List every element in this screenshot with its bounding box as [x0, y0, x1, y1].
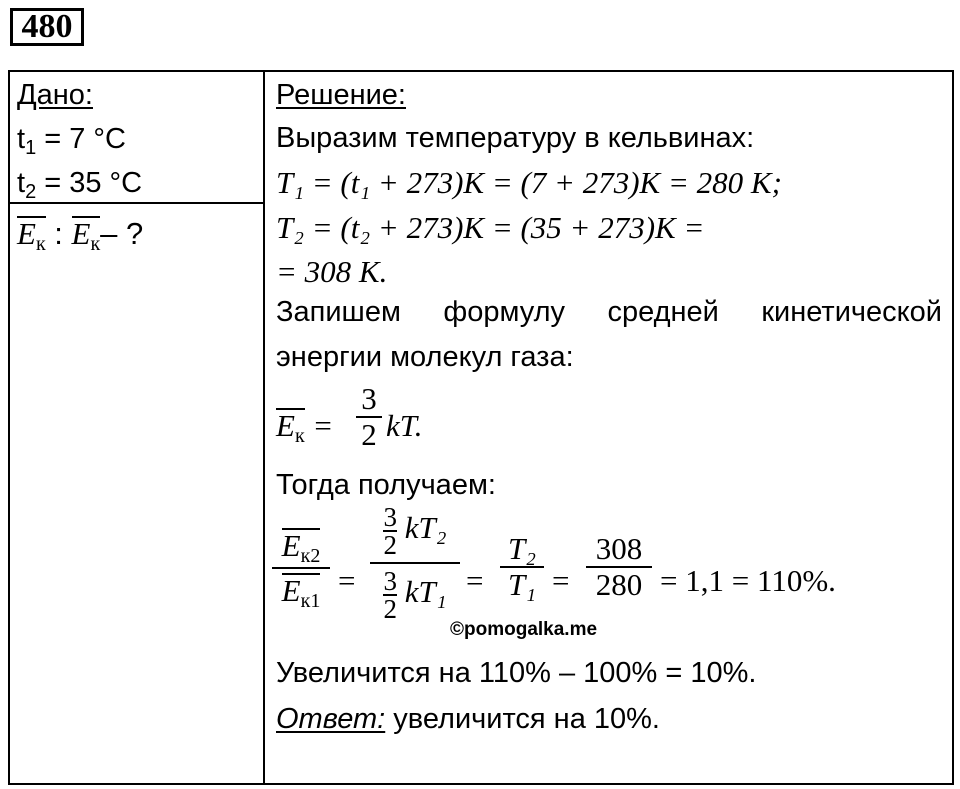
- fraction-kt2-kt1: $\frac{3}{2}$ kT₂ $\frac{3}{2}$ kT₁: [370, 504, 460, 622]
- fraction-308-280: 308 280: [586, 532, 652, 602]
- equation-t1: T₁ = (t₁ + 273)K = (7 + 273)K = 280 K;: [276, 165, 782, 200]
- equals-1: =: [338, 563, 356, 598]
- answer-text: увеличится на 10%.: [385, 703, 660, 735]
- given-t2: $t_2 = 35$ °C: [17, 167, 143, 203]
- solution-line-kelvin: Выразим температуру в кельвинах:: [276, 122, 755, 154]
- formula-ek: $E_к$ =: [276, 408, 334, 447]
- solution-heading: Решение:: [276, 79, 406, 111]
- given-find: $E_к$ : $E_к-$ ?: [17, 216, 144, 255]
- formula-kt: kT.: [386, 408, 423, 443]
- given-t1: $t_1 = 7$ °C: [17, 123, 126, 159]
- solution-line-formula: Запишем формулу средней кинетической: [276, 296, 942, 328]
- given-heading: Дано:: [17, 79, 93, 111]
- equation-t2-result: = 308 K.: [276, 254, 388, 289]
- ratio-ek2-ek1: $E_{к2}$ $E_{к1}$: [272, 528, 330, 608]
- solution-line-then: Тогда получаем:: [276, 469, 496, 501]
- ratio-result: = 1,1 = 110%.: [660, 563, 836, 598]
- equation-t2: T₂ = (t₂ + 273)K = (35 + 273)K =: [276, 210, 705, 245]
- fraction-t2-t1: T₂ T₁: [500, 532, 544, 602]
- fraction-three-halves: 3 2: [356, 382, 382, 452]
- given-divider: [8, 202, 265, 204]
- equals-3: =: [552, 563, 570, 598]
- problem-number: 480: [10, 8, 84, 46]
- answer-line: [276, 702, 660, 736]
- solution-line-increase: Увеличится на 110% – 100% = 10%.: [276, 657, 757, 689]
- equals-2: =: [466, 563, 484, 598]
- column-divider: [263, 70, 265, 785]
- watermark: ©pomogalka.me: [450, 619, 598, 640]
- solution-line-energy: энергии молекул газа:: [276, 341, 574, 373]
- answer-label: Ответ:: [276, 703, 386, 735]
